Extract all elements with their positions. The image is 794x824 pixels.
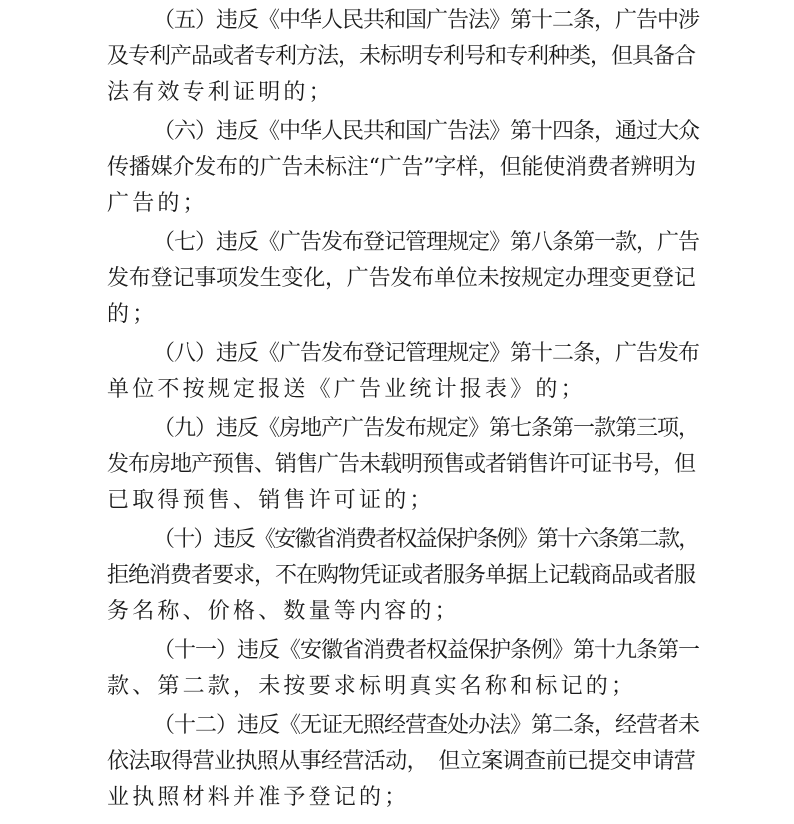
text-line: 传播媒介发布的广告未标注“广告”字样，但能使消费者辨明为: [107, 155, 696, 180]
text-line: 法有效专利证明的；: [107, 80, 334, 105]
text-line: 发布登记事项发生变化，广告发布单位未按规定办理变更登记: [107, 266, 696, 291]
text-line: 及专利产品或者专利方法，未标明专利号和专利种类，但具备合: [107, 44, 696, 69]
text-line: 广告的；: [107, 191, 208, 216]
text-line: 款、第二款，未按要求标明真实名称和标记的；: [107, 674, 637, 699]
text-line: （八）违反《广告发布登记管理规定》第十二条，广告发布: [153, 341, 700, 366]
text-line: 务名称、价格、数量等内容的；: [107, 599, 460, 624]
text-line: （五）违反《中华人民共和国广告法》第十二条，广告中涉: [153, 8, 700, 33]
text-line: （九）违反《房地产广告发布规定》第七条第一款第三项，: [153, 416, 700, 441]
text-line: 的；: [107, 302, 158, 327]
text-line: 单位不按规定报送《广告业统计报表》的；: [107, 377, 586, 402]
text-line: 发布房地产预售、销售广告未载明预售或者销售许可证书号，但: [107, 452, 696, 477]
text-line: （七）违反《广告发布登记管理规定》第八条第一款，广告: [153, 230, 700, 255]
text-line: 依法取得营业执照从事经营活动， 但立案调查前已提交申请营: [107, 749, 696, 774]
text-line: （六）违反《中华人民共和国广告法》第十四条，通过大众: [153, 119, 700, 144]
text-line: （十一）违反《安徽省消费者权益保护条例》第十九条第一: [153, 638, 700, 663]
text-line: （十二）违反《无证无照经营查处办法》第二条，经营者未: [153, 713, 700, 738]
text-line: 拒绝消费者要求，不在购物凭证或者服务单据上记载商品或者服: [107, 563, 696, 588]
text-line: （十）违反《安徽省消费者权益保护条例》第十六条第二款，: [153, 527, 699, 552]
text-line: 业执照材料并准予登记的；: [107, 785, 410, 810]
text-line: 已取得预售、销售许可证的；: [107, 488, 435, 513]
